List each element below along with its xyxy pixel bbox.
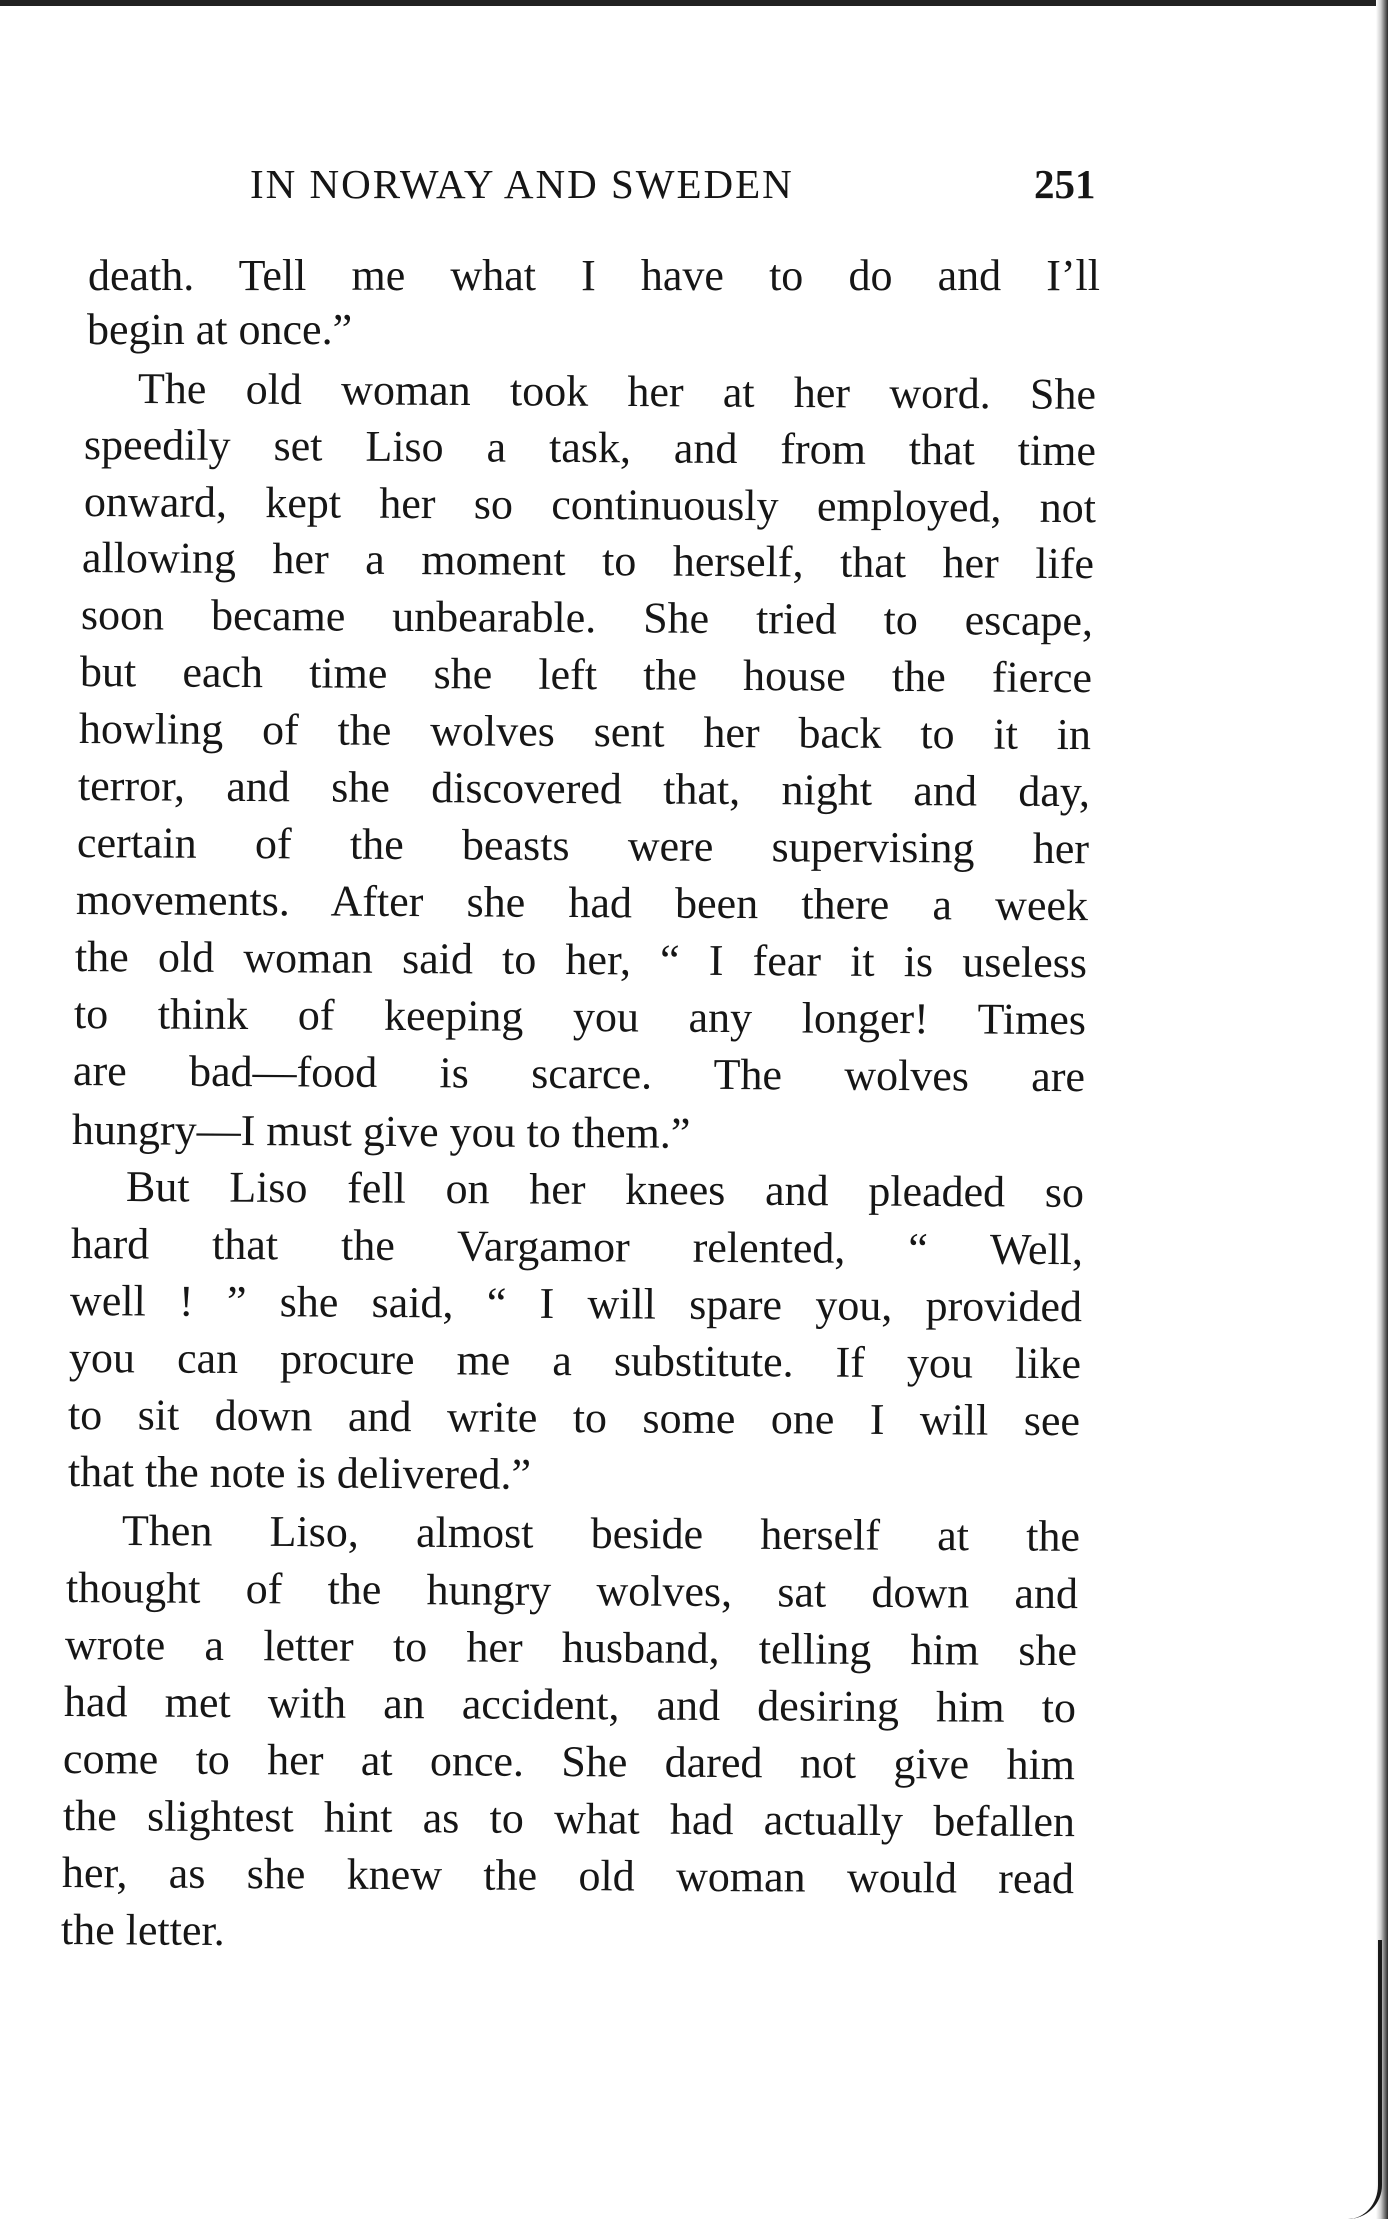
text-line: that the note is delivered.” (67, 1447, 532, 1499)
text-line: howling of the wolves sent her back to it in (78, 704, 1092, 760)
text-line: to think of keeping you any longer! Times (73, 989, 1087, 1045)
running-head-title: IN NORWAY AND SWEDEN (250, 161, 794, 207)
text-line: onward, kept her so continuously employed, not (83, 477, 1097, 533)
text-line: terror, and she discovered that, night and day, (77, 761, 1091, 817)
text-line: speedily set Liso a task, and from that time (83, 420, 1097, 476)
text-line: allowing her a moment to herself, that her life (81, 533, 1095, 589)
text-line: movements. After she had been there a week (75, 875, 1089, 931)
text-line: hard that the Vargamor relented, “ Well, (70, 1219, 1084, 1275)
text-line: you can procure me a substitute. If you like (68, 1333, 1082, 1389)
text-line: But Liso fell on her knees and pleaded so (125, 1162, 1085, 1217)
text-line: certain of the beasts were supervising her (76, 818, 1090, 874)
text-line: well ! ” she said, “ I will spare you, provided (69, 1276, 1083, 1332)
text-line: Then Liso, almost beside herself at the (121, 1506, 1081, 1561)
text-line: hungry—I must give you to them.” (71, 1105, 691, 1158)
text-line: to sit down and write to some one I will see (67, 1390, 1081, 1446)
text-line: The old woman took her at her word. She (137, 364, 1097, 419)
text-line: come to her at once. She dared not give him (62, 1734, 1076, 1790)
text-line: wrote a letter to her husband, telling him she (64, 1620, 1078, 1676)
text-line: are bad—food is scarce. The wolves are (72, 1046, 1086, 1102)
text-line: the old woman said to her, “ I fear it is useless (74, 932, 1088, 988)
text-line: had met with an accident, and desiring him to (63, 1677, 1077, 1733)
text-line: the letter. (60, 1905, 225, 1955)
text-line: the slightest hint as to what had actually befallen (62, 1791, 1076, 1847)
text-line: thought of the hungry wolves, sat down and (65, 1563, 1079, 1619)
text-line: but each time she left the house the fierce (79, 647, 1093, 703)
text-line: death. Tell me what I have to do and I’ll (88, 251, 1100, 300)
page-number: 251 (1034, 161, 1096, 207)
text-line: her, as she knew the old woman would read (61, 1848, 1075, 1904)
text-line: soon became unbearable. She tried to escape, (80, 590, 1094, 646)
text-line: begin at once.” (87, 305, 353, 354)
